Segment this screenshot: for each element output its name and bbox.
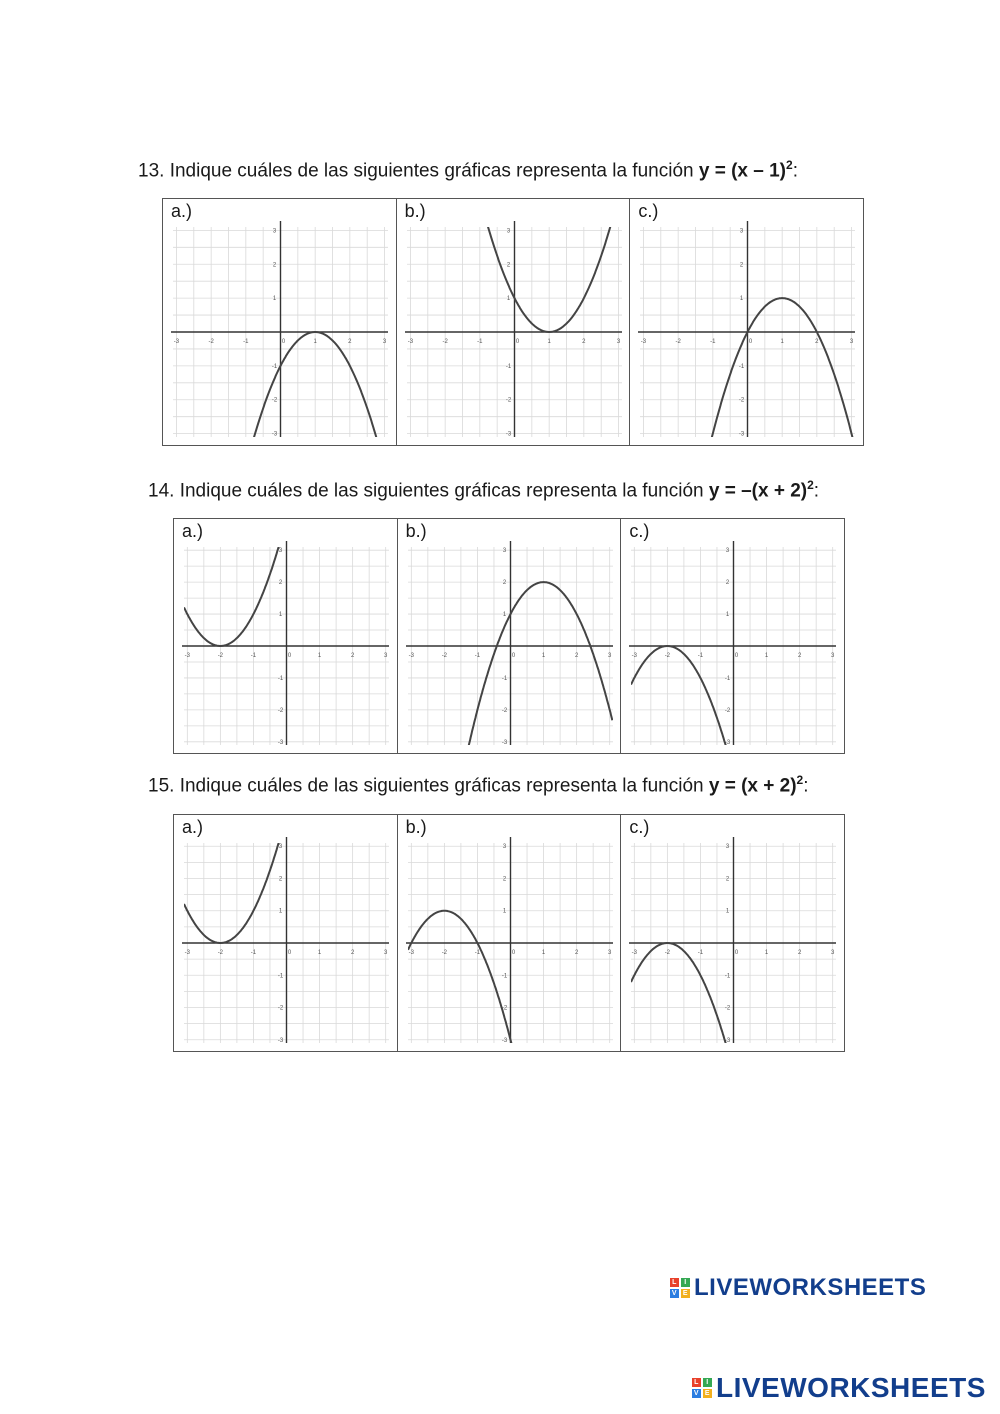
x-tick-label: -1	[710, 339, 716, 345]
option-label: a.)	[171, 201, 193, 221]
y-tick-label: 3	[506, 228, 510, 235]
y-tick-label: -2	[725, 707, 731, 714]
x-tick-label: -2	[441, 653, 447, 659]
option-label: b.)	[404, 201, 426, 221]
x-tick-label: 3	[607, 653, 612, 659]
y-tick-label: -3	[725, 1037, 731, 1044]
x-tick-label: 1	[317, 653, 322, 659]
coordinate-plane	[621, 815, 844, 1051]
y-tick-label: -3	[501, 1037, 507, 1044]
coordinate-plane	[621, 519, 844, 753]
x-tick-label: 3	[384, 653, 388, 659]
x-tick-label: 3	[384, 950, 388, 956]
coordinate-plane	[397, 199, 630, 445]
y-tick-label: 2	[740, 262, 744, 269]
y-tick-label: 3	[278, 844, 283, 851]
option-label: a.)	[182, 521, 204, 541]
y-tick-label: -1	[277, 973, 284, 980]
x-tick-label: 3	[831, 950, 835, 956]
liveworksheets-logo-icon: L I V E	[671, 1279, 689, 1297]
option-label: c.)	[629, 817, 650, 837]
x-tick-label: 3	[607, 950, 612, 956]
function-expression: y = –(x + 2)	[708, 480, 808, 502]
x-tick-label: 0	[511, 653, 515, 659]
y-tick-label: -1	[501, 973, 507, 980]
y-tick-label: -2	[277, 707, 284, 714]
y-tick-label: -2	[725, 1005, 731, 1012]
x-tick-label: -3	[173, 339, 180, 345]
graph-option-b[interactable]	[397, 199, 631, 445]
coordinate-plane	[174, 519, 397, 753]
coordinate-plane	[174, 815, 397, 1051]
coordinate-plane	[398, 815, 621, 1051]
y-tick-label: 3	[726, 844, 730, 851]
graph-option-a[interactable]	[174, 815, 398, 1051]
y-tick-label: -3	[277, 1037, 284, 1044]
y-tick-label: -3	[725, 739, 731, 746]
x-tick-label: 2	[798, 950, 802, 956]
x-tick-label: 1	[541, 950, 545, 956]
x-tick-label: 0	[735, 950, 739, 956]
x-tick-label: -3	[184, 653, 190, 659]
y-tick-label: -3	[739, 431, 745, 438]
x-tick-label: -3	[631, 950, 638, 956]
graph-option-b[interactable]	[398, 519, 622, 753]
option-label: c.)	[629, 521, 650, 541]
x-tick-label: -1	[476, 339, 483, 345]
x-tick-label: -2	[217, 950, 224, 956]
x-tick-label: 1	[765, 950, 769, 956]
liveworksheets-watermark-bottom	[692, 1372, 986, 1404]
x-tick-label: -1	[250, 653, 257, 659]
liveworksheets-logo-icon: L I V E	[693, 1379, 711, 1397]
y-tick-label: -1	[501, 675, 507, 682]
x-tick-label: -3	[408, 950, 414, 956]
x-tick-label: 2	[350, 950, 355, 956]
y-tick-label: 3	[278, 548, 283, 555]
question-15: 15. Indique cuáles de las siguientes gráficas representa la función $y = (x + 2)^2$:	[148, 773, 809, 797]
graph-row-15	[173, 814, 845, 1052]
x-tick-label: -3	[408, 653, 414, 659]
coordinate-plane	[163, 199, 396, 445]
x-tick-label: 1	[780, 339, 785, 345]
x-tick-label: 2	[574, 950, 578, 956]
y-tick-label: 1	[740, 296, 744, 303]
graph-option-a[interactable]	[163, 199, 397, 445]
coordinate-plane	[398, 519, 621, 753]
question-text: 15. Indique cuáles de las siguientes gráficas representa la función	[148, 775, 709, 797]
y-tick-label: -2	[501, 707, 507, 714]
x-tick-label: 0	[281, 339, 286, 345]
function-expression: y = (x + 2)	[708, 775, 797, 797]
x-tick-label: -3	[631, 653, 638, 659]
x-tick-label: -3	[184, 950, 190, 956]
brand-name: LIVEWORKSHEETS	[716, 1372, 986, 1403]
graph-option-c[interactable]	[621, 519, 844, 753]
graph-option-b[interactable]	[398, 815, 622, 1051]
x-tick-label: -1	[474, 653, 480, 659]
option-label: a.)	[182, 817, 204, 837]
liveworksheets-watermark-middle	[670, 1274, 926, 1302]
y-tick-label: -1	[277, 675, 284, 682]
y-tick-label: 3	[502, 844, 506, 851]
y-tick-label: -3	[271, 431, 278, 438]
x-tick-label: -1	[243, 339, 249, 345]
y-tick-label: 2	[502, 876, 506, 883]
x-tick-label: -3	[407, 339, 413, 345]
y-tick-label: 2	[502, 580, 506, 587]
y-tick-label: 1	[278, 612, 283, 619]
x-tick-label: 3	[382, 339, 387, 345]
brand-name: LIVEWORKSHEETS	[694, 1274, 927, 1301]
option-label: c.)	[638, 201, 659, 221]
x-tick-label: 1	[541, 653, 545, 659]
option-label: b.)	[405, 817, 427, 837]
y-tick-label: -3	[505, 431, 511, 438]
x-tick-label: -2	[442, 339, 448, 345]
question-13: 13. Indique cuáles de las siguientes gráficas representa la función y = (x – 1)$^2$:	[138, 158, 798, 182]
x-tick-label: 1	[765, 653, 769, 659]
y-tick-label: 2	[272, 262, 277, 269]
x-tick-label: 2	[350, 653, 355, 659]
x-tick-label: 1	[547, 339, 551, 345]
exponent: 2	[786, 158, 793, 172]
x-tick-label: 2	[574, 653, 578, 659]
y-tick-label: 1	[278, 908, 283, 915]
x-tick-label: 3	[831, 653, 835, 659]
x-tick-label: 0	[749, 339, 753, 345]
x-tick-label: -2	[208, 339, 214, 345]
x-tick-label: 0	[735, 653, 739, 659]
x-tick-label: 3	[850, 339, 854, 345]
y-tick-label: 1	[272, 296, 277, 303]
y-tick-label: 1	[726, 612, 730, 619]
x-tick-label: 0	[511, 950, 515, 956]
y-tick-label: -1	[725, 675, 731, 682]
question-text: 14. Indique cuáles de las siguientes gráficas representa la función	[148, 480, 709, 502]
x-tick-label: 1	[313, 339, 317, 345]
graph-option-c[interactable]	[630, 199, 863, 445]
x-tick-label: 2	[798, 653, 802, 659]
y-tick-label: -2	[271, 397, 278, 404]
x-tick-label: -1	[698, 653, 704, 659]
y-tick-label: -1	[725, 973, 731, 980]
y-tick-label: 2	[726, 580, 730, 587]
x-tick-label: -2	[217, 653, 224, 659]
y-tick-label: -2	[505, 397, 511, 404]
x-tick-label: -1	[474, 950, 480, 956]
x-tick-label: -2	[665, 653, 671, 659]
function-expression: y = (x – 1)	[698, 160, 786, 182]
y-tick-label: 2	[506, 262, 510, 269]
x-tick-label: 2	[581, 339, 586, 345]
x-tick-label: 0	[287, 950, 292, 956]
y-tick-label: -3	[501, 739, 507, 746]
y-tick-label: 3	[272, 228, 277, 235]
y-tick-label: -3	[277, 739, 284, 746]
x-tick-label: 0	[287, 653, 292, 659]
y-tick-label: 3	[726, 548, 730, 555]
exponent: 2	[796, 773, 804, 787]
x-tick-label: -2	[665, 950, 671, 956]
y-tick-label: 1	[502, 908, 506, 915]
y-tick-label: 1	[726, 908, 730, 915]
graph-option-c[interactable]	[621, 815, 844, 1051]
graph-row-14	[173, 518, 845, 754]
y-tick-label: -2	[501, 1005, 507, 1012]
y-tick-label: 2	[278, 580, 283, 587]
x-tick-label: 1	[317, 950, 322, 956]
y-tick-label: 3	[502, 548, 506, 555]
y-tick-label: 2	[278, 876, 283, 883]
x-tick-label: -2	[675, 339, 682, 345]
coordinate-plane	[630, 199, 863, 445]
x-tick-label: 2	[348, 339, 352, 345]
y-tick-label: 2	[726, 876, 730, 883]
x-tick-label: -1	[698, 950, 704, 956]
graph-option-a[interactable]	[174, 519, 398, 753]
question-14: 14. Indique cuáles de las siguientes gráficas representa la función $y = -(x + 2)^2$:	[148, 478, 820, 502]
graph-row-13	[162, 198, 864, 446]
x-tick-label: 2	[815, 339, 819, 345]
y-tick-label: -2	[739, 397, 745, 404]
y-tick-label: 1	[506, 296, 510, 303]
x-tick-label: 0	[515, 339, 519, 345]
x-tick-label: -2	[441, 950, 447, 956]
x-tick-label: 3	[616, 339, 620, 345]
x-tick-label: -1	[250, 950, 257, 956]
y-tick-label: 3	[740, 228, 744, 235]
y-tick-label: -1	[505, 363, 511, 370]
exponent: 2	[807, 478, 814, 492]
question-text: 13. Indique cuáles de las siguientes gráficas representa la función	[138, 160, 699, 182]
y-tick-label: -2	[277, 1005, 284, 1012]
y-tick-label: -1	[271, 363, 278, 370]
y-tick-label: -1	[739, 363, 745, 370]
y-tick-label: 1	[502, 612, 506, 619]
option-label: b.)	[405, 521, 427, 541]
x-tick-label: -3	[641, 339, 647, 345]
